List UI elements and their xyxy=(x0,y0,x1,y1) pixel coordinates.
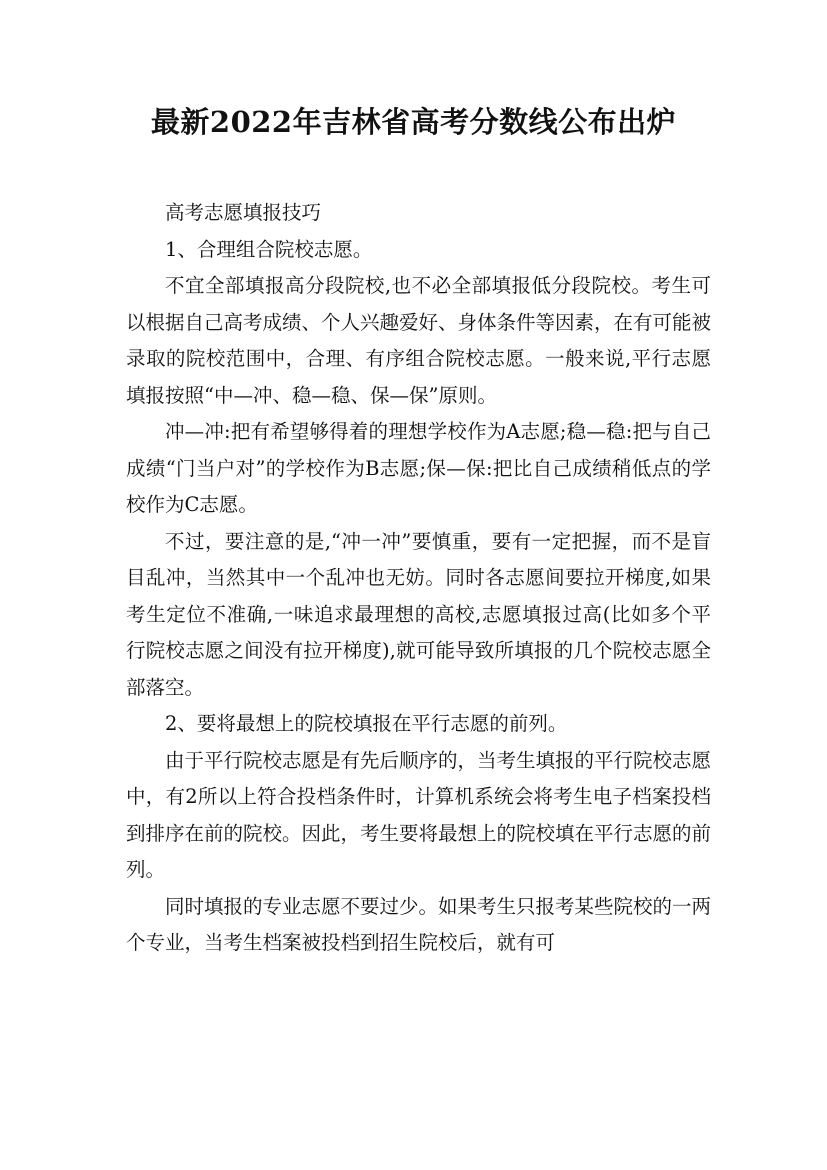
section-heading: 高考志愿填报技巧 xyxy=(165,201,322,224)
body-paragraph: 不过，要注意的是,“冲一冲”要慎重，要有一定把握，而不是盲目乱冲，当然其中一个乱冲也无妨。同时各志愿间要拉开梯度,如果考生定位不准确,一味追求最理想的高校,志愿填报过高(比如多个平行院校志愿之间没有拉开梯度),就可能导致所填报的几个院校志愿全部落空。 xyxy=(126,529,711,699)
body-paragraph: 冲—冲:把有希望够得着的理想学校作为A志愿;稳—稳:把与自己成绩“门当户对”的学校作为B志愿;保—保:把比自己成绩稍低点的学校作为C志愿。 xyxy=(126,420,711,516)
list-item-heading: 1、合理组合院校志愿。 xyxy=(165,237,373,261)
list-item-heading: 2、要将最想上的院校填报在平行志愿的前列。 xyxy=(165,712,568,735)
body-paragraph: 同时填报的专业志愿不要过少。如果考生只报考某些院校的一两个专业，当考生档案被投档到招生院校后，就有可 xyxy=(126,894,712,954)
document-body xyxy=(126,195,711,962)
body-paragraph: 不宜全部填报高分段院校,也不必全部填报低分段院校。考生可以根据自己高考成绩、个人兴趣爱好、身体条件等因素，在有可能被录取的院校范围中，合理、有序组合院校志愿。一般来说,平行志愿填报按照“中—冲、稳—稳、保—保”原则。 xyxy=(126,274,712,407)
body-paragraph: 由于平行院校志愿是有先后顺序的，当考生填报的平行院校志愿中，有2所以上符合投档条件时，计算机系统会将考生电子档案投档到排序在前的院校。因此，考生要将最想上的院校填在平行志愿的前列。 xyxy=(126,748,712,881)
document-title: 最新2022年吉林省高考分数线公布出炉 xyxy=(150,105,677,139)
